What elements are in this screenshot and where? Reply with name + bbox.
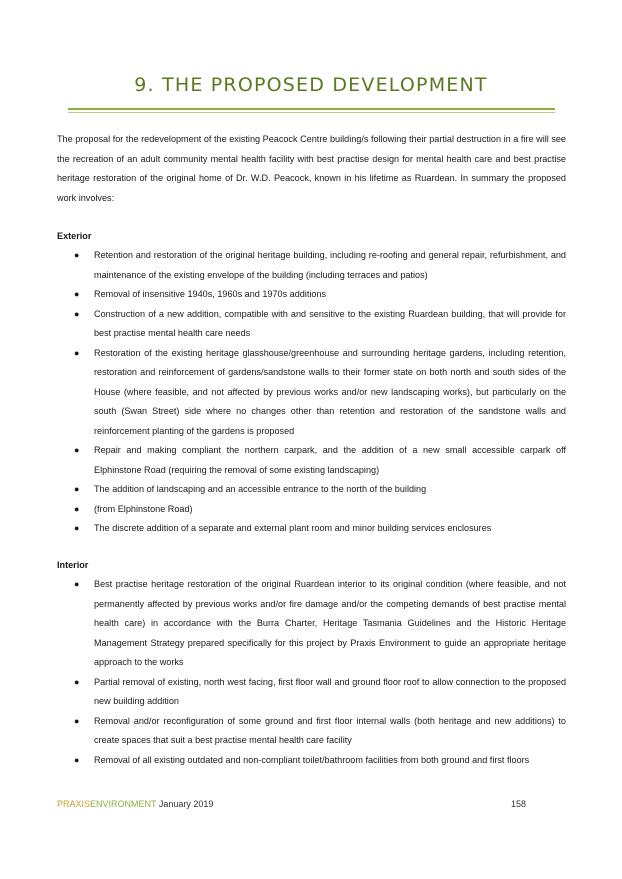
page-number: 158 <box>511 799 527 809</box>
page-footer <box>57 799 213 809</box>
list-item: ● Removal and/or reconfiguration of some ground and first floor internal walls (both heritage and new additions) to create spaces that suit a best practise mental health care facility <box>57 712 566 751</box>
bullet-icon: ● <box>74 754 80 765</box>
footer-date: January 2019 <box>156 799 214 809</box>
bullet-icon: ● <box>74 308 80 319</box>
list-item: ● The addition of landscaping and an accessible entrance to the north of the building <box>57 480 566 500</box>
bullet-icon: ● <box>74 250 80 260</box>
heading-rule-thin <box>68 112 555 113</box>
interior-list <box>57 575 566 770</box>
bullet-icon: ● <box>74 715 80 726</box>
bullet-icon: ● <box>74 676 80 687</box>
brand-environment: ENVIRONMENT <box>90 799 157 809</box>
list-item: ● Repair and making compliant the northern carpark, and the addition of a new small accessible carpark off Elphinstone Road (requiring the removal of some existing landscaping) <box>57 441 566 480</box>
list-item: ● Best practise heritage restoration of the original Ruardean interior to its original condition (where feasible, and not permanently affected by previous works and/or fire damage and/or the competing demands of best practise mental health care) in accordance with the Burra Charter, Heritage Tasmania Guidelines and the Historic Heritage Management Strategy prepared specifically for this project by Praxis Environment to guide an appropriate heritage approach to the works <box>57 575 566 673</box>
interior-heading: Interior <box>57 560 89 570</box>
list-item: ● Retention and restoration of the original heritage building, including re-roofing and general repair, refurbishment, and maintenance of the existing envelope of the building (including terraces and patios) <box>57 246 566 285</box>
list-item: ● (from Elphinstone Road) <box>57 500 566 520</box>
heading-rule <box>68 108 555 110</box>
bullet-icon: ● <box>74 503 80 514</box>
bullet-icon: ● <box>74 347 80 358</box>
bullet-icon: ● <box>74 523 80 533</box>
bullet-icon: ● <box>74 445 80 455</box>
list-item: ● Removal of all existing outdated and non-compliant toilet/bathroom facilities from both ground and first floors <box>57 751 566 771</box>
exterior-heading: Exterior <box>57 231 92 241</box>
list-item: ● Restoration of the existing heritage glasshouse/greenhouse and surrounding heritage gardens, including retention, restoration and reinforcement of gardens/sandstone walls to their former state on both north and south sides of the House (where feasible, and not affected by previous works and/or new landscaping works), but particularly on the south (Swan Street) side where no changes other than retention and restoration of the sandstone walls and reinforcement planting of the gardens is proposed <box>57 344 566 442</box>
bullet-icon: ● <box>74 289 80 299</box>
list-item: ● Removal of insensitive 1940s, 1960s and 1970s additions <box>57 285 566 305</box>
intro-paragraph: The proposal for the redevelopment of the existing Peacock Centre building/s following their partial destruction in a fire will see the recreation of an adult community mental health facility with best practise design for mental health care and best practise heritage restoration of the original home of Dr. W.D. Peacock, known in his lifetime as Ruardean. In summary the proposed work involves: <box>57 134 566 203</box>
exterior-list <box>57 246 566 539</box>
list-item: ● Partial removal of existing, north west facing, first floor wall and ground floor roof to allow connection to the proposed new building addition <box>57 673 566 712</box>
page-heading: 9. THE PROPOSED DEVELOPMENT <box>134 74 488 96</box>
bullet-icon: ● <box>74 579 80 589</box>
brand-praxis: PRAXIS <box>57 799 91 809</box>
bullet-icon: ● <box>74 484 80 494</box>
list-item: ● Construction of a new addition, compatible with and sensitive to the existing Ruardean building, that will provide for best practise mental health care needs <box>57 305 566 344</box>
list-item: ● The discrete addition of a separate and external plant room and minor building services enclosures <box>57 519 566 539</box>
